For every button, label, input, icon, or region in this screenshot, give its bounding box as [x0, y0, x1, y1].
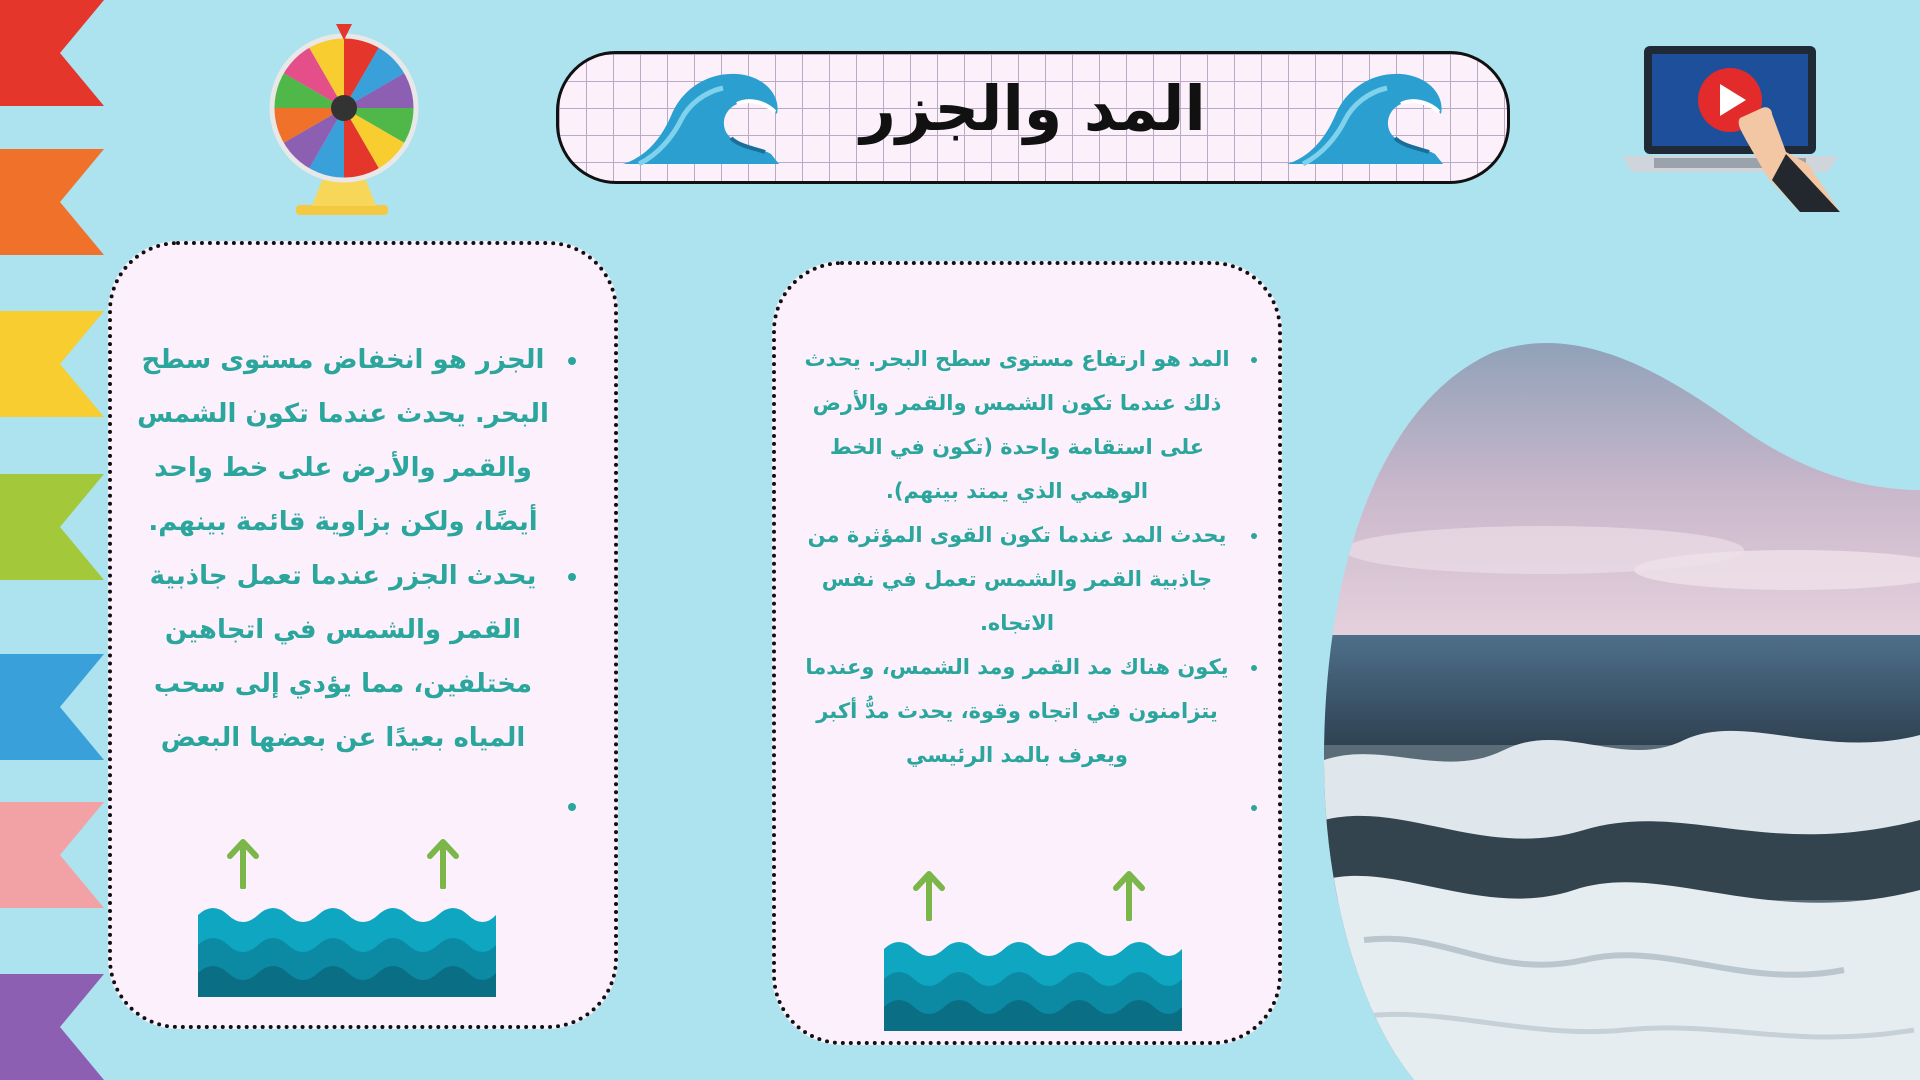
ribbon-flag-orange	[0, 149, 104, 255]
ebb-card	[108, 241, 618, 1029]
ribbon-flag-green	[0, 474, 104, 580]
water-waves-icon	[198, 901, 496, 997]
spin-wheel-icon[interactable]	[268, 20, 420, 218]
sea-photo	[1324, 340, 1920, 1080]
ribbon-flag-red	[0, 0, 104, 106]
list-item: • المد هو ارتفاع مستوى سطح البحر. يحدث ذلك عندما تكون الشمس والقمر والأرض على استقامة واحدة (تكون في الخط الوهمي الذي يمتد بينهم).	[796, 337, 1238, 513]
list-item	[796, 785, 1238, 829]
arrow-up-icon	[426, 837, 460, 889]
list-item: • الجزر هو انخفاض مستوى سطح البحر. يحدث عندما تكون الشمس والقمر والأرض على خط واحد أيضًا، ولكن بزاوية قائمة بينهم.	[132, 333, 554, 549]
tide-card	[772, 261, 1282, 1045]
ribbon-flag-purple	[0, 974, 104, 1080]
wave-icon	[1283, 64, 1451, 172]
list-item: • يكون هناك مد القمر ومد الشمس، وعندما يتزامنون في اتجاه وقوة، يحدث مدُّ أكبر ويعرف بالمد الرئيسي	[796, 645, 1238, 777]
arrow-up-icon	[1112, 869, 1146, 921]
list-item	[132, 779, 554, 833]
arrow-up-icon	[912, 869, 946, 921]
arrow-up-icon	[226, 837, 260, 889]
ribbon-flag-pink	[0, 802, 104, 908]
water-waves-icon	[884, 935, 1182, 1031]
list-item: • يحدث المد عندما تكون القوى المؤثرة من جاذبية القمر والشمس تعمل في نفس الاتجاه.	[796, 513, 1238, 645]
tide-bullet-list	[776, 337, 1278, 829]
title-banner	[556, 51, 1510, 184]
ribbon-flag-yellow	[0, 311, 104, 417]
ebb-bullet-list	[112, 333, 614, 833]
list-item: • يحدث الجزر عندما تعمل جاذبية القمر والشمس في اتجاهين مختلفين، مما يؤدي إلى سحب المياه بعيدًا عن بعضها البعض	[132, 549, 554, 765]
page-title: المد والجزر	[860, 72, 1206, 145]
laptop-video-icon[interactable]	[1614, 44, 1844, 216]
ribbon-flag-blue	[0, 654, 104, 760]
